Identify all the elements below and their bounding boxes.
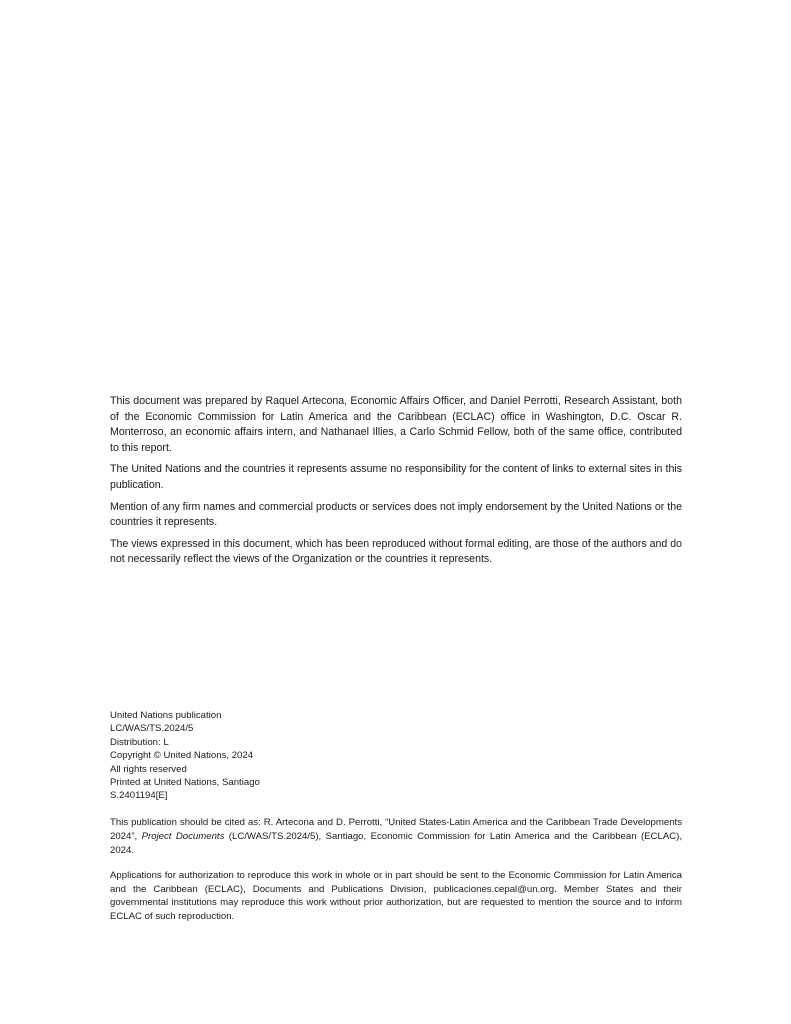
publication-info bbox=[110, 709, 682, 803]
distribution: Distribution: L bbox=[110, 736, 169, 748]
endorsement-disclaimer: Mention of any firm names and commercial products or services does not imply endorsement by the United Nations or the countries it represents. bbox=[110, 500, 682, 529]
printed-location: Printed at United Nations, Santiago bbox=[110, 777, 260, 789]
sales-number: S.2401194[E] bbox=[110, 790, 168, 802]
rights-reserved: All rights reserved bbox=[110, 763, 187, 775]
document-symbol: LC/WAS/TS.2024/5 bbox=[110, 723, 194, 735]
reproduction-authorization: Applications for authorization to reproduce this work in whole or in part should be sent to the Economic Commission for Latin America and the Caribbean (ECLAC), Documents and Publications Division, publicaciones.cepal@un.org. Member States and their governmental institutions may reproduce this work without prior authorization, but are requested to mention the source and to inform ECLAC of such reproduction. bbox=[110, 870, 682, 922]
copyright: Copyright © United Nations, 2024 bbox=[110, 750, 254, 762]
views-disclaimer: The views expressed in this document, which has been reproduced without formal editing, are those of the authors and do not necessarily reflect the views of the Organization or the countries it represents. bbox=[110, 537, 682, 566]
publication-type: United Nations publication bbox=[110, 710, 222, 721]
authors-note: This document was prepared by Raquel Artecona, Economic Affairs Officer, and Daniel Perrotti, Research Assistant, both of the Economic Commission for Latin America and the Caribbean (ECLAC) office in Washington, D.C. Oscar R. Monterroso, an economic affairs intern, and Nathanael Illies, a Carlo Schmid Fellow, both of the same office, contributed to this report. bbox=[110, 395, 682, 454]
citation-series: Project Documents bbox=[141, 831, 225, 843]
citation-suffix: (LC/WAS/TS.2024/5), Santiago, Economic Commission for Latin America and the Caribbean (ECLAC), 2024. bbox=[110, 831, 683, 857]
citation-prefix: This publication should be cited as: R. Artecona and D. Perrotti, “United States-Latin America and the Caribbean Trade Developments 2024”, bbox=[110, 817, 682, 843]
links-disclaimer: The United Nations and the countries it represents assume no responsibility for the content of links to external sites in this publication. bbox=[110, 463, 682, 491]
citation-note bbox=[110, 816, 682, 859]
acknowledgements-section bbox=[110, 394, 682, 574]
